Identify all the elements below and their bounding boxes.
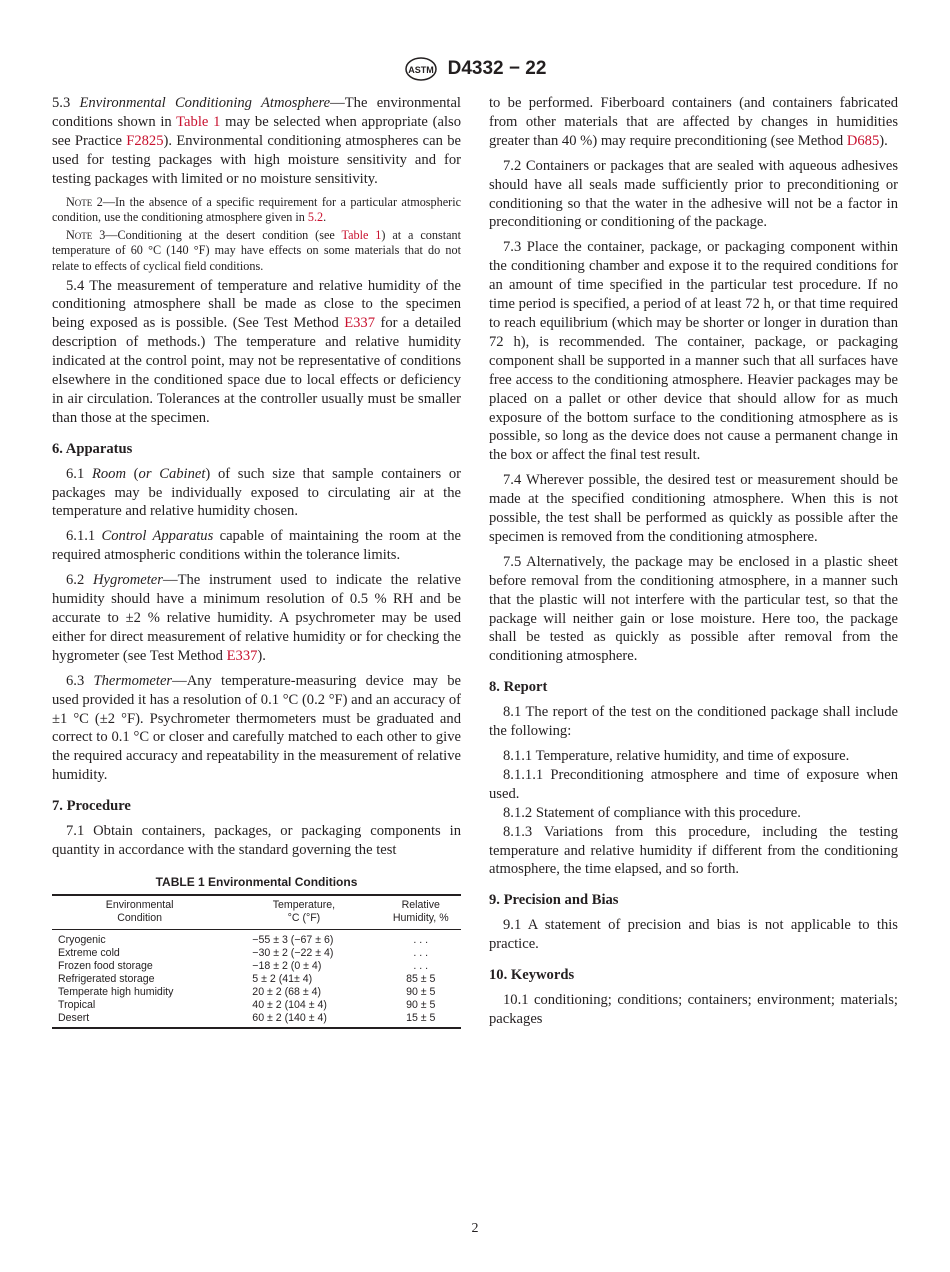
astm-logo-icon bbox=[404, 56, 438, 82]
text-run: 7.3 Place the container, package, or packaging component within the conditioning chamber and expose it to the required conditions for an amount of time specified in the particular test procedure. If no time period is specified, a period of at least 72 h, or that time required to reach equilibrium (which may be shorter or longer in duration than 72 h), is recommended. The container, package, or packaging component shall be supported in a manner such that all surfaces have free access to the conditioning atmosphere. Heavier packages may be placed on a pallet or other device that should allow for as much exposure of the bottom surface to the conditioning atmosphere as is possible, so long as the device does not cause a permanent change in the box or affect the final test result. bbox=[489, 239, 898, 464]
table-cell: 5 ± 2 (41± 4) bbox=[252, 972, 313, 985]
paragraph bbox=[52, 672, 461, 785]
text-run: —Any temperature-measuring device may be used provided it has a resolution of 0.1 °C (0.2 °F) and an accuracy of ±1 °C (±2 °F). Psychrometer thermometers must be graduated and correct to 0.1 °C or closer and carefully matched to each other to give the required accuracy and repeatability in the measurement of relative humidity. bbox=[52, 672, 462, 784]
column-header bbox=[52, 895, 227, 930]
text-run: 10. Keywords bbox=[489, 967, 575, 984]
text-run: ). bbox=[879, 132, 888, 149]
text-run: ( bbox=[126, 465, 139, 482]
text-run: ) at a constant temperature of 60 °C (140 °F) may have effects on some materials that do not relate to effects of cyclical field conditions. bbox=[52, 227, 461, 273]
paragraph bbox=[489, 94, 898, 151]
table-cell: Extreme cold bbox=[58, 946, 120, 959]
column-header-line: Humidity, % bbox=[392, 911, 449, 924]
table-cell: Temperate high humidity bbox=[58, 985, 174, 998]
text-run: 3—Conditioning at the desert condition (see bbox=[92, 227, 342, 242]
reference-link[interactable]: Table 1 bbox=[341, 227, 382, 242]
paragraph bbox=[489, 804, 898, 823]
reference-link[interactable]: F2825 bbox=[126, 132, 164, 149]
paragraph bbox=[52, 571, 461, 666]
paragraph bbox=[52, 465, 461, 522]
text-run: 6.2 bbox=[66, 572, 93, 589]
paragraph bbox=[489, 747, 898, 766]
column-header-line: Relative bbox=[401, 898, 440, 911]
paragraph bbox=[489, 238, 898, 465]
table-cell: 90 ± 5 bbox=[406, 985, 436, 998]
italic-term: Room bbox=[91, 465, 126, 482]
paragraph bbox=[52, 822, 461, 860]
text-run: 9.1 A statement of precision and bias is not applicable to this practice. bbox=[489, 917, 898, 953]
reference-link[interactable]: D685 bbox=[846, 132, 880, 149]
table-cell: 40 ± 2 (104 ± 4) bbox=[252, 998, 327, 1011]
text-run: 7.4 Wherever possible, the desired test or measurement should be made at the specified conditioning atmosphere. When this is not possible, the test shall be performed as quickly as possible after the specimen is removed from the conditioning atmosphere. bbox=[489, 472, 898, 545]
note bbox=[52, 195, 461, 226]
italic-term: Hygrometer bbox=[92, 572, 163, 589]
table-header-row bbox=[52, 895, 461, 930]
italic-term: Control Apparatus bbox=[101, 528, 214, 545]
text-run: —The instrument used to indicate the relative humidity should have a minimum resolution of 0.5 % RH and be accurate to ±2 % relative humidity. A psychrometer may be used either for direct measurement of relative humidity or for checking the hygrometer (see Test Method bbox=[52, 572, 461, 664]
section-heading bbox=[489, 891, 898, 910]
paragraph bbox=[489, 991, 898, 1029]
text-run: 6. Apparatus bbox=[52, 440, 133, 457]
table-cell: Refrigerated storage bbox=[58, 972, 155, 985]
text-run: 2—In the absence of a specific requirement for a particular atmospheric condition, use the conditioning atmosphere given in bbox=[52, 194, 461, 225]
page-number: 2 bbox=[471, 1221, 479, 1236]
table-cell: −30 ± 2 (−22 ± 4) bbox=[252, 946, 334, 959]
paragraph bbox=[52, 94, 461, 189]
paragraph bbox=[52, 527, 461, 565]
column-header-line: Environmental bbox=[105, 898, 174, 911]
table-row bbox=[52, 929, 461, 947]
paragraph bbox=[489, 916, 898, 954]
paragraph bbox=[489, 703, 898, 741]
text-run: 8.1 The report of the test on the conditioned package shall include the following: bbox=[489, 704, 898, 740]
text-run: 9. Precision and Bias bbox=[489, 892, 619, 909]
table-row bbox=[52, 960, 461, 973]
italic-term: Environmental Conditioning Atmosphere bbox=[79, 95, 331, 111]
environmental-conditions-table bbox=[52, 876, 461, 1029]
table-cell: Tropical bbox=[58, 998, 96, 1011]
text-run: capable of maintaining the room at the required atmospheric conditions within the tolerance limits. bbox=[52, 528, 461, 564]
section-heading bbox=[52, 797, 461, 816]
note-label: Note bbox=[66, 227, 93, 242]
column-header bbox=[227, 895, 380, 930]
text-run: 8.1.3 Variations from this procedure, including the testing temperature and relative humidity if different from the conditioning atmosphere, the time elapsed, and so forth. bbox=[489, 823, 898, 878]
column-header-line: Temperature, bbox=[272, 898, 336, 911]
paragraph bbox=[489, 766, 898, 804]
text-run: —The environmental conditions shown in bbox=[52, 95, 461, 130]
section-heading bbox=[489, 966, 898, 985]
text-run: 8.1.1.1 Preconditioning atmosphere and time of exposure when used. bbox=[489, 766, 898, 802]
text-run: 8.1.2 Statement of compliance with this procedure. bbox=[503, 804, 801, 821]
designation: D4332 − 22 bbox=[447, 58, 547, 79]
text-run: 7.5 Alternatively, the package may be enclosed in a plastic sheet before removal from the conditioning atmosphere, in a manner such that the plastic will not interfere with the particular test, so that the package will neither gain or lose moisture. Here too, the package shall be tested as quickly as possible after removal from the conditioning atmosphere. bbox=[489, 553, 898, 665]
table-row bbox=[52, 947, 461, 960]
paragraph bbox=[489, 471, 898, 547]
text-run: 7.1 Obtain containers, packages, or packaging components in quantity in accordance with the standard governing the test bbox=[52, 823, 461, 858]
text-run: may be selected when appropriate (also see Practice bbox=[52, 113, 461, 149]
column-header-line: Condition bbox=[117, 911, 163, 924]
table-cell: Frozen food storage bbox=[58, 959, 153, 972]
table-cell: . . . bbox=[413, 933, 429, 946]
text-run: 6.1.1 bbox=[66, 528, 102, 545]
note bbox=[52, 228, 461, 275]
table-row bbox=[52, 986, 461, 999]
table-row bbox=[52, 999, 461, 1012]
text-run: . bbox=[323, 210, 327, 225]
section-heading bbox=[489, 678, 898, 697]
text-run: 10.1 conditioning; conditions; containers; environment; materials; packages bbox=[489, 991, 898, 1027]
note-label: Note bbox=[66, 194, 93, 209]
paragraph bbox=[489, 553, 898, 666]
text-run: 7. Procedure bbox=[52, 798, 131, 815]
text-run: 5.4 The measurement of temperature and relative humidity of the conditioning atmosphere shall be made as close to the specimen being exposed as is possible. (See Test Method bbox=[52, 277, 461, 332]
page-header bbox=[0, 56, 950, 82]
table-cell: . . . bbox=[413, 946, 429, 959]
svg-text:ASTM: ASTM bbox=[407, 65, 434, 75]
table-cell: −18 ± 2 (0 ± 4) bbox=[252, 959, 322, 972]
left-column bbox=[52, 94, 461, 1029]
text-run: ). Environmental conditioning atmospheres can be used for testing packages with high moisture sensitivity and for testing packages with limited or no moisture sensitivity. bbox=[52, 132, 461, 187]
text-run: 8.1.1 Temperature, relative humidity, and time of exposure. bbox=[503, 748, 850, 764]
table-row bbox=[52, 973, 461, 986]
column-header bbox=[381, 895, 461, 930]
reference-link[interactable]: E337 bbox=[226, 647, 258, 664]
text-run: ) of such size that sample containers or packages may be individually exposed to circulating air at the temperature and relative humidity chosen. bbox=[52, 465, 462, 520]
table bbox=[52, 894, 461, 1029]
paragraph bbox=[489, 157, 898, 233]
table-cell: . . . bbox=[413, 959, 429, 972]
text-run: 6.1 bbox=[66, 465, 92, 482]
table-cell: 20 ± 2 (68 ± 4) bbox=[252, 985, 322, 998]
column-header-line: °C (°F) bbox=[287, 911, 321, 924]
italic-term: or Cabinet bbox=[138, 465, 206, 482]
table-cell: 90 ± 5 bbox=[406, 998, 436, 1011]
text-run: 5.3 bbox=[52, 95, 80, 111]
reference-link[interactable]: E337 bbox=[344, 315, 376, 332]
table-row bbox=[52, 1012, 461, 1028]
table-cell: 85 ± 5 bbox=[406, 972, 436, 985]
table-cell: Desert bbox=[58, 1011, 90, 1024]
paragraph bbox=[489, 823, 898, 880]
right-column bbox=[489, 94, 898, 1035]
table-cell: 15 ± 5 bbox=[406, 1011, 436, 1024]
table-cell: −55 ± 3 (−67 ± 6) bbox=[252, 933, 334, 946]
table-cell: Cryogenic bbox=[58, 933, 106, 946]
reference-link[interactable]: Table 1 bbox=[176, 113, 221, 130]
text-run: for a detailed description of methods.) The temperature and relative humidity indicated at the control point, may not be representative of conditions elsewhere in the conditioned space due to local effects or deficiency in air circulation. Tolerances at the controller usually must be smaller than those at the specimen. bbox=[52, 315, 461, 426]
text-run: 7.2 Containers or packages that are sealed with aqueous adhesives should have all seals made sufficiently prior to preconditioning or conditioning so that the water in the adhesive will not be a factor in preconditioning or conditioning of the package. bbox=[489, 157, 898, 231]
table-cell: 60 ± 2 (140 ± 4) bbox=[252, 1011, 327, 1024]
table-title: TABLE 1 Environmental Conditions bbox=[155, 874, 358, 889]
section-heading bbox=[52, 440, 461, 459]
reference-link[interactable]: 5.2 bbox=[307, 210, 324, 225]
paragraph bbox=[52, 277, 461, 428]
text-run: 8. Report bbox=[489, 679, 548, 696]
italic-term: Thermometer bbox=[93, 672, 173, 689]
text-run: to be performed. Fiberboard containers (and containers fabricated from other materials that are affected by changes in humidities greater than 40 %) may require preconditioning (see Method bbox=[489, 95, 898, 149]
text-run: ). bbox=[257, 647, 266, 664]
text-run: 6.3 bbox=[66, 672, 94, 689]
